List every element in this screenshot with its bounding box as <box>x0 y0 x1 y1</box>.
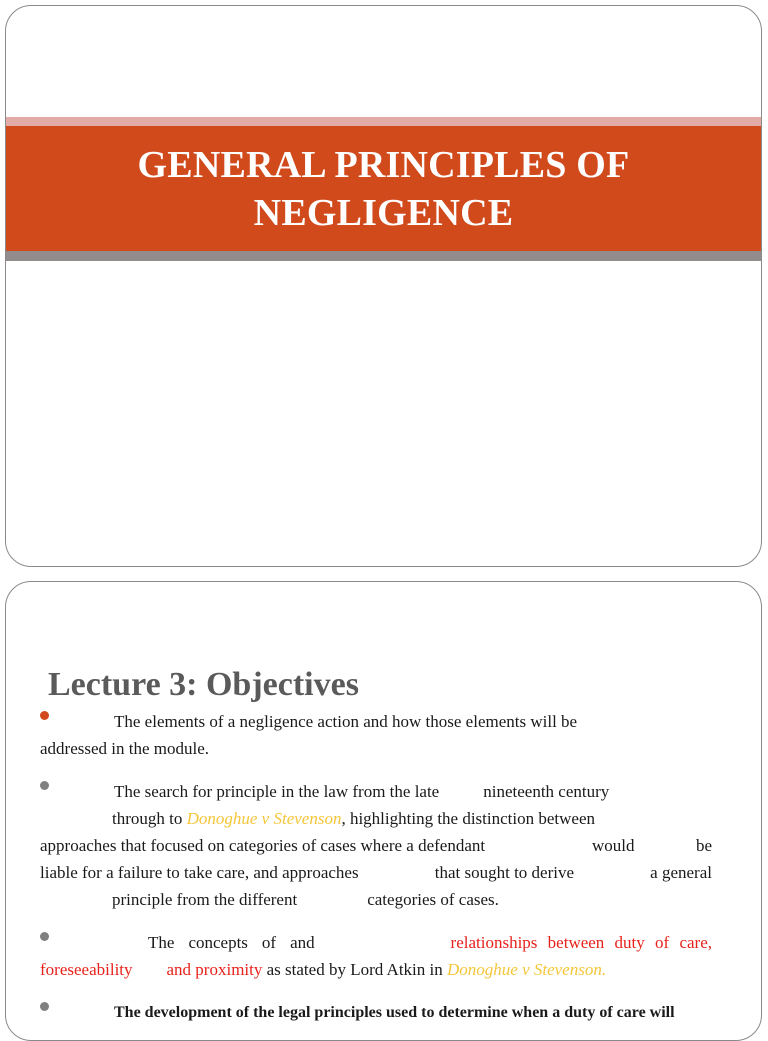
bullet2-line5c: of cases. <box>440 890 499 909</box>
bullet-dot-icon <box>40 1002 49 1011</box>
slide-title <box>138 141 630 237</box>
objective-bullet-2 <box>40 778 712 913</box>
bullet3-seg-e: as stated by Lord Atkin in <box>266 960 443 979</box>
bullet3-seg-c: of <box>261 933 277 952</box>
slide-title-line2: NEGLIGENCE <box>253 191 514 234</box>
bullet-dot-icon <box>40 711 49 720</box>
bullet2-line3-end-a: would <box>592 836 635 855</box>
bullet3-seg-b: concepts <box>188 933 248 952</box>
bullet2-seg-c: through to <box>112 809 183 828</box>
bullet3-highlight-1: relationships between duty of care, <box>450 933 712 952</box>
bullet3-seg-a: The <box>148 933 175 952</box>
objective-bullet-3 <box>40 929 712 983</box>
bullet2-line5b: categories <box>367 890 437 909</box>
bullet2-line5a: principle from the different <box>112 890 298 909</box>
case-name-donoghue: Donoghue v Stevenson <box>186 809 342 828</box>
bullet-dot-icon <box>40 781 49 790</box>
bullet3-seg-d: and <box>290 933 315 952</box>
bullet2-seg-b: nineteenth century <box>483 782 610 801</box>
objectives-heading: Lecture 3: Objectives <box>48 666 359 703</box>
title-band-bottom-stripe <box>6 251 761 261</box>
title-band <box>6 126 761 251</box>
objective-bullet-4 <box>40 999 712 1026</box>
bullet-dot-icon <box>40 932 49 941</box>
objectives-slide <box>5 581 762 1041</box>
objective-bullet-1 <box>40 708 712 762</box>
bullet2-line3: approaches that focused on categories of cases where a defendant <box>40 836 486 855</box>
bullet2-seg-d: , highlighting the distinction between <box>341 809 596 828</box>
bullet3-highlight-2a: foreseeability <box>40 960 133 979</box>
title-band-top-stripe <box>6 117 761 126</box>
bullet2-line4c: a general <box>650 863 712 882</box>
case-name-donoghue: Donoghue v Stevenson. <box>447 960 607 979</box>
title-slide <box>5 5 762 567</box>
bullet4-line1: The development of the legal principles used to determine when a duty of care will <box>114 1004 675 1021</box>
bullet2-seg-a: The search for principle in the law from the late <box>114 782 440 801</box>
bullet1-line2: addressed in the module. <box>40 739 210 758</box>
bullet2-line4b: that sought to derive <box>434 863 575 882</box>
bullet1-line1: The elements of a negligence action and how those elements will be <box>114 712 578 731</box>
bullet2-line3-end-b: be <box>695 836 712 855</box>
bullet3-highlight-2b: and proximity <box>166 960 263 979</box>
bullet2-line4a: liable for a failure to take care, and approaches <box>40 863 359 882</box>
slide-title-line1: GENERAL PRINCIPLES OF <box>137 143 630 186</box>
